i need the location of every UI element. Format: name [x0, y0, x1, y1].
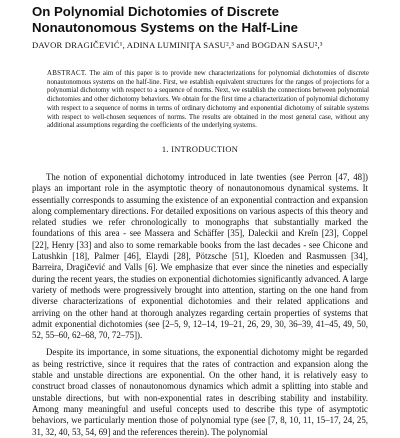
paragraph: Despite its importance, in some situations, the exponential dichotomy might be regarded as being restrictive, since it requires that the rates of contraction and expansion along the stable and unstable directions are exponential. On the other hand, it is relatively easy to construct broad classes of nonautonomous dynamics which admit a splitting into stable and unstable directions, but with non-exponential rates in describing stability and instability. Among many meaningful and useful concepts used to describe this type of asymptotic behaviors, we particularly mention those of polynomial type (see [7, 8, 10, 11, 15–17, 24, 25, 31, 32, 40, 53, 54, 69] and the references therein). The polynomial: [32, 347, 368, 437]
body-text: [32, 172, 368, 438]
section-heading: 1. INTRODUCTION: [161, 145, 239, 154]
abstract-block: [47, 70, 369, 131]
author-list: DAVOR DRAGIČEVIĆ¹, ADINA LUMINIŢA SASU²,³ and BOGDAN SASU²,³: [32, 40, 323, 50]
abstract-text: The aim of this paper is to provide new characterizations for polynomial dichotomies of discrete nonautonomous systems on the half-line. First, we establish equivalent structures for the ranges of projections for a polynomial dichotomy with respect to a sequence of norms. Next, we establish the connections between polynomial dichotomies and other dichotomy behaviors. We obtain for the first time a characterization of polynomial dichotomy with respect to a sequence of norms in terms of ordinary dichotomy and exponential dichotomy of suitable systems with respect to well-chosen sequences of norms. The results are obtained in the most general case, without any additional assumptions regarding the coefficients of the underlying systems.: [47, 70, 369, 130]
paragraph: The notion of exponential dichotomy introduced in late twenties (see Perron [47, 48]) plays an important role in the asymptotic theory of nonautonomous dynamical systems. It essentially corresponds to assuming the existence of an exponential contraction and expansion along complementary directions. For detailed expositions on various aspects of this theory and related studies we refer chronologically to monographs that substantially marked the foundations of this area - see Massera and Schäffer [35], Daleckii and Kreĭn [23], Coppel [22], Henry [33] and also to some remarkable books from the last decades - see Chicone and Latushkin [18], Palmer [46], Elaydi [28], Pötzsche [51], Kloeden and Rasmussen [34], Barreira, Dragičević and Valls [6]. We emphasize that ever since the nineties and especially during the recent years, the studies on exponential dichotomies significantly advanced. A large variety of methods were progressively brought into attention, starting on the one hand from diverse characterizations of exponential dichotomies and their related applications and arriving on the other hand at thorough analyzes regarding certain properties of systems that admit exponential dichotomies (see [2–5, 9, 12–14, 19–21, 26, 29, 30, 36–39, 41–45, 49, 50, 52, 55–60, 62–68, 70, 72–75]).: [32, 172, 368, 341]
paper-title: On Polynomial Dichotomies of Discrete Nonautonomous Systems on the Half-Line: [32, 4, 298, 35]
abstract-label: ABSTRACT.: [47, 70, 87, 77]
